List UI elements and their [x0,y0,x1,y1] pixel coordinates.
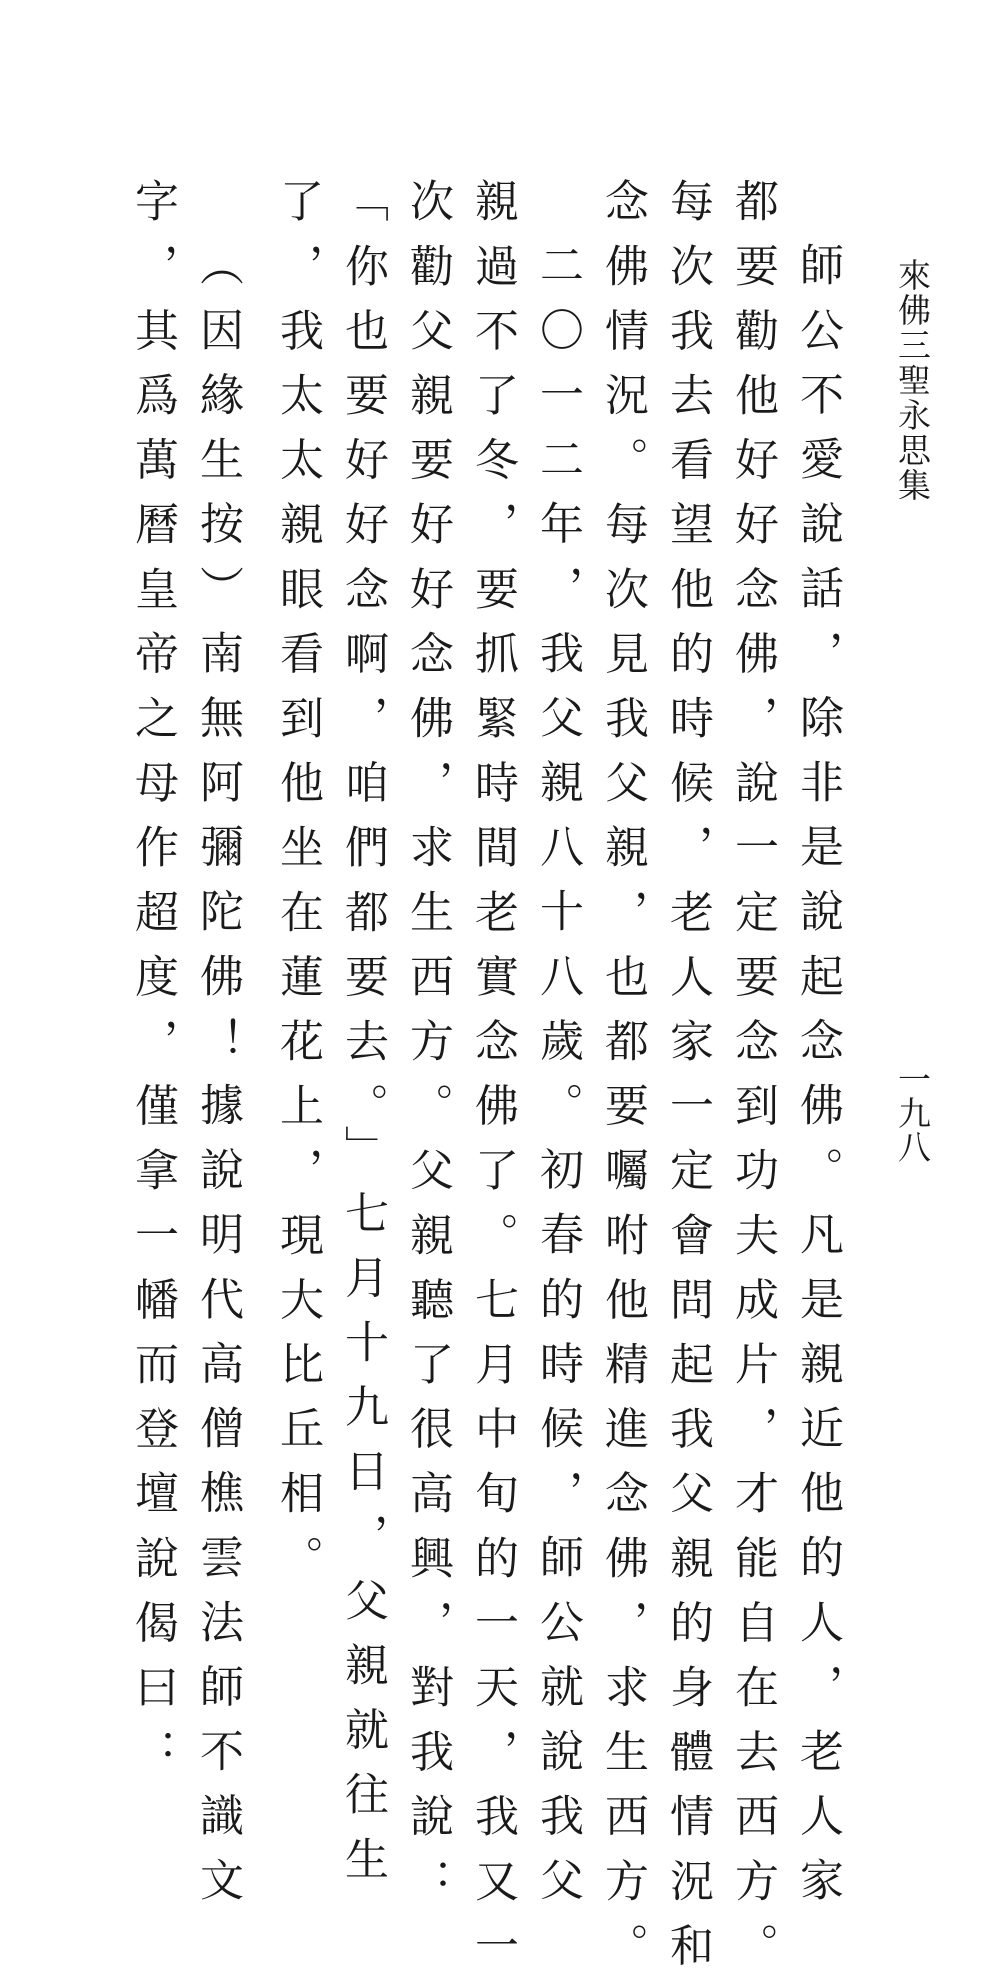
text-column: 次勸父親要好好念佛，求生西方。父親聽了很高興，對我說： [402,178,453,1923]
text-column: 每次我去看望他的時候，老人家一定會問起我父親的身體情況和 [662,178,713,1987]
text-column: 親過不了冬，要抓緊時間老實念佛了。七月中旬的一天，我又一 [467,178,518,1987]
text-column: 二〇一二年，我父親八十八歲。初春的時候，師公就說我父 [532,242,583,1922]
text-column: 念佛情況。每次見我父親，也都要囑咐他精進念佛，求生西方。 [597,178,648,1987]
text-column: 了，我太太親眼看到他坐在蓮花上，現大比丘相。 [272,178,323,1600]
page-number: 一九八 [893,1062,932,1164]
text-column: 「你也要好好念啊，咱們都要去。」七月十九日，父親就往生 [337,178,388,1901]
page-header-title: 來佛三聖永思集 [893,258,932,503]
text-column: 都要勸他好好念佛，說一定要念到功夫成片，才能自在去西方。 [727,178,778,1987]
text-column: 字，其爲萬曆皇帝之母作超度，僅拿一幡而登壇說偈曰： [127,178,178,1793]
text-column: （因緣生按）南無阿彌陀佛！據說明代高僧樵雲法師不識文 [192,242,243,1922]
text-column: 師公不愛說話，除非是說起念佛。凡是親近他的人，老人家 [792,242,843,1922]
